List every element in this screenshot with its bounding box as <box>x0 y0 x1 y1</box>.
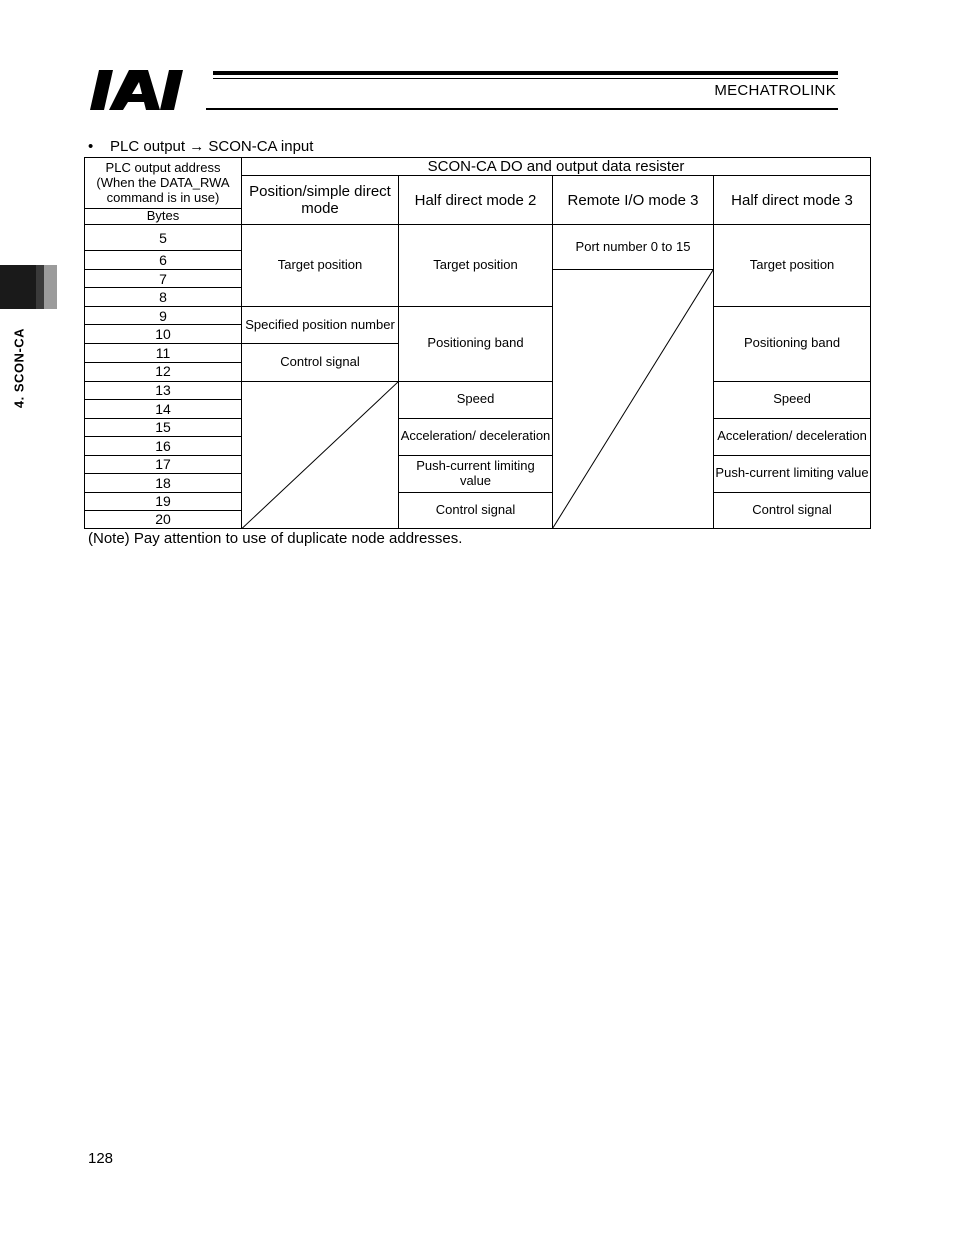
byte-cell: 6 <box>85 251 242 270</box>
header-rule-thin <box>213 78 838 79</box>
byte-cell: 17 <box>85 455 242 473</box>
pos-specified-cell: Specified position number <box>242 307 399 344</box>
h2-target-cell: Target position <box>399 225 553 307</box>
rio-empty-cell <box>553 270 714 529</box>
byte-cell: 20 <box>85 510 242 528</box>
h2-accel-cell: Acceleration/ deceleration <box>399 418 553 455</box>
mode-header-half2: Half direct mode 2 <box>399 176 553 225</box>
byte-cell: 13 <box>85 381 242 399</box>
group-header: SCON-CA DO and output data resister <box>242 158 871 176</box>
note-text: (Note) Pay attention to use of duplicate node addresses. <box>88 530 463 547</box>
chapter-tab-dark <box>0 265 36 309</box>
h3-target-cell: Target position <box>714 225 871 307</box>
h2-band-cell: Positioning band <box>399 307 553 381</box>
pos-target-cell: Target position <box>242 225 399 307</box>
output-data-table <box>84 157 871 529</box>
diagonal-line <box>242 382 398 528</box>
section-title: PLC output → SCON-CA input <box>110 138 314 155</box>
byte-cell: 8 <box>85 288 242 307</box>
bytes-label: Bytes <box>85 209 242 225</box>
byte-cell: 9 <box>85 307 242 325</box>
pos-empty-cell <box>242 381 399 528</box>
h3-speed-cell: Speed <box>714 381 871 418</box>
h2-speed-cell: Speed <box>399 381 553 418</box>
section-heading <box>88 138 313 155</box>
addr-header: PLC output address (When the DATA_RWA command is in use) <box>85 158 242 209</box>
byte-cell: 14 <box>85 399 242 418</box>
iai-logo <box>90 70 206 112</box>
byte-cell: 7 <box>85 270 242 288</box>
brand-label: MECHATROLINK <box>714 82 836 99</box>
h3-band-cell: Positioning band <box>714 307 871 381</box>
bullet-dot: • <box>88 138 94 155</box>
mode-header-remote-io: Remote I/O mode 3 <box>553 176 714 225</box>
byte-cell: 12 <box>85 362 242 381</box>
page-number: 128 <box>88 1150 114 1167</box>
byte-cell: 18 <box>85 473 242 492</box>
chapter-tab-light <box>44 265 57 309</box>
h3-control-cell: Control signal <box>714 492 871 528</box>
byte-cell: 16 <box>85 436 242 455</box>
chapter-tab-mid <box>36 265 44 309</box>
byte-cell: 11 <box>85 344 242 362</box>
header-rule-bottom <box>206 108 838 110</box>
byte-cell: 15 <box>85 418 242 436</box>
rio-port-cell: Port number 0 to 15 <box>553 225 714 270</box>
chapter-label: 4. SCON-CA <box>11 327 27 409</box>
mode-header-half3: Half direct mode 3 <box>714 176 871 225</box>
h3-push-cell: Push-current limiting value <box>714 455 871 492</box>
mode-header-position: Position/simple direct mode <box>242 176 399 225</box>
byte-cell: 19 <box>85 492 242 510</box>
h3-accel-cell: Acceleration/ deceleration <box>714 418 871 455</box>
diagonal-line <box>553 270 713 528</box>
byte-cell: 5 <box>85 225 242 251</box>
pos-control-cell: Control signal <box>242 344 399 381</box>
byte-cell: 10 <box>85 325 242 344</box>
h2-control-cell: Control signal <box>399 492 553 528</box>
header-rule-thick <box>213 71 838 75</box>
h2-push-cell: Push-current limiting value <box>399 455 553 492</box>
